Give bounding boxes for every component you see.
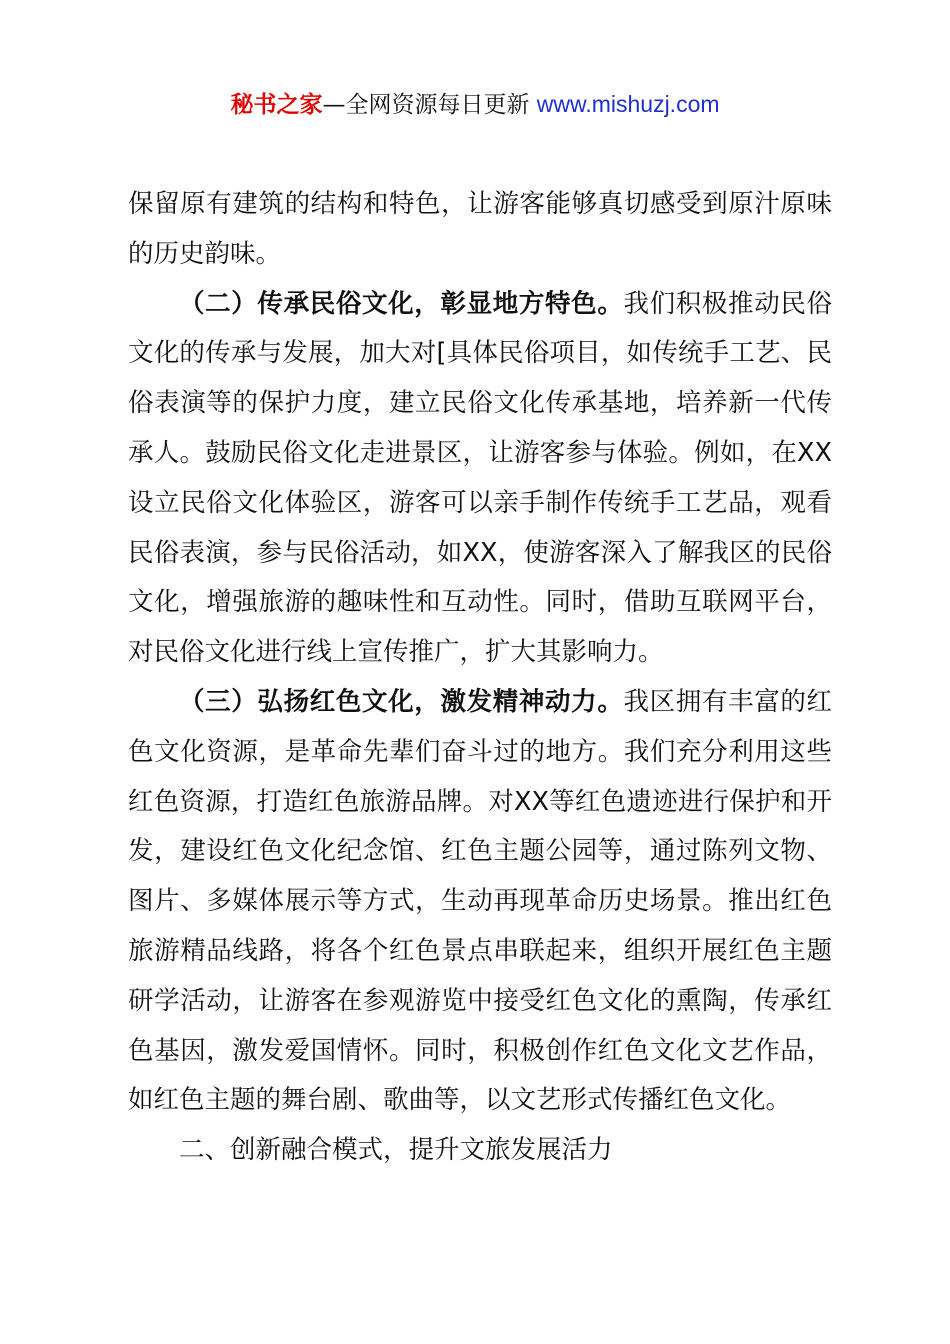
- document-body: [128, 180, 832, 1176]
- site-slogan: —全网资源每日更新: [322, 92, 530, 118]
- paragraph-continued: 保留原有建筑的结构和特色，让游客能够真切感受到原汁原味的历史韵味。: [128, 189, 832, 269]
- subheading-folk-culture: （二）传承民俗文化，彰显地方特色。: [179, 288, 624, 319]
- subheading-red-culture: （三）弘扬红色文化，激发精神动力。: [179, 686, 624, 717]
- paragraph-folk-culture: [128, 280, 832, 678]
- paragraph-folk-culture-body: 我们积极推动民俗文化的传承与发展，加大对[具体民俗项目，如传统手工艺、民俗表演等的保护力度，建立民俗文化传承基地，培养新一代传承人。鼓励民俗文化走进景区，让游客参与体验。例如，在XX设立民俗文化体验区，游客可以亲手制作传统手工艺品，观看民俗表演，参与民俗活动，如XX，使游客深入了解我区的民俗文化，增强旅游的趣味性和互动性。同时，借助互联网平台，对民俗文化进行线上宣传推广，扩大其影响力。: [128, 288, 832, 668]
- paragraph-red-culture: [128, 678, 832, 1126]
- site-brand: 秘书之家: [230, 92, 323, 118]
- paragraph-red-culture-body: 我区拥有丰富的红色文化资源，是革命先辈们奋斗过的地方。我们充分利用这些红色资源，打造红色旅游品牌。对XX等红色遗迹进行保护和开发，建设红色文化纪念馆、红色主题公园等，通过陈列文物、图片、多媒体展示等方式，生动再现革命历史场景。推出红色旅游精品线路，将各个红色景点串联起来，组织开展红色主题研学活动，让游客在参观游览中接受红色文化的熏陶，传承红色基因，激发爱国情怀。同时，积极创作红色文化文艺作品，如红色主题的舞台剧、歌曲等，以文艺形式传播红色文化。: [128, 686, 832, 1116]
- page-header: [0, 86, 950, 123]
- site-url-link[interactable]: www.mishuzj.com: [536, 91, 720, 117]
- section-heading: 二、创新融合模式，提升文旅发展活力: [179, 1135, 613, 1166]
